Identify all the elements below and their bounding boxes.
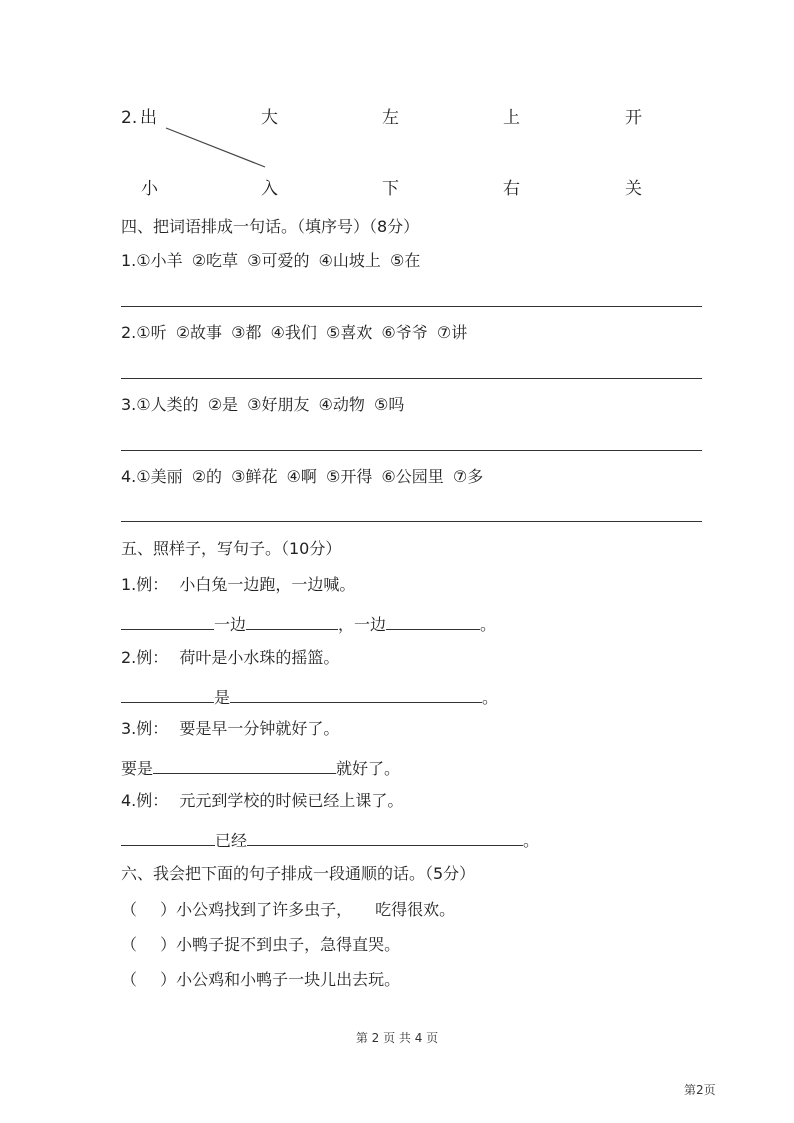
answer-line[interactable] <box>121 450 702 451</box>
match-top-word: 上 <box>503 108 520 128</box>
match-bottom-word: 入 <box>261 179 278 199</box>
match-bottom-word: 小 <box>141 179 158 199</box>
fill-in-row <box>121 829 539 849</box>
blank[interactable] <box>121 613 214 630</box>
example-sentence: 1.例： 小白兔一边跑，一边喊。 <box>121 575 356 594</box>
ordering-item[interactable]: （ ）小公鸡找到了许多虫子， 吃得很欢。 <box>121 900 456 919</box>
fill-word: 要是 <box>121 759 154 778</box>
example-sentence: 4.例： 元元到学校的时候已经上课了。 <box>121 791 404 810</box>
match-connector-line <box>0 0 794 200</box>
match-question-number: 2. <box>121 108 138 128</box>
match-top-word: 大 <box>261 108 278 128</box>
section-5-title: 五、照样子，写句子。（10分） <box>121 539 342 558</box>
ordering-item[interactable]: （ ）小公鸡和小鸭子一块儿出去玩。 <box>121 970 401 989</box>
blank[interactable] <box>153 757 336 774</box>
fill-word: 一边 <box>214 615 247 634</box>
match-bottom-word: 关 <box>625 179 642 199</box>
page-number-corner: 第2页 <box>684 1083 716 1097</box>
fill-word: 就好了。 <box>336 759 401 778</box>
fill-in-row <box>121 757 400 777</box>
section-4-item: 3.①人类的 ②是 ③好朋友 ④动物 ⑤吗 <box>121 395 405 414</box>
example-sentence: 2.例： 荷叶是小水珠的摇篮。 <box>121 648 340 667</box>
page-number-center: 第 2 页 共 4 页 <box>355 1031 439 1045</box>
fill-word: 是 <box>214 688 231 707</box>
blank[interactable] <box>386 613 480 630</box>
section-4-item: 4.①美丽 ②的 ③鲜花 ④啊 ⑤开得 ⑥公园里 ⑦多 <box>121 467 484 486</box>
blank[interactable] <box>121 686 214 703</box>
example-sentence: 3.例： 要是早一分钟就好了。 <box>121 719 340 738</box>
match-top-word: 出 <box>140 108 157 128</box>
section-6-title: 六、我会把下面的句子排成一段通顺的话。（5分） <box>121 864 476 883</box>
fill-word: 已经 <box>215 831 248 850</box>
fill-in-row <box>121 686 498 706</box>
blank[interactable] <box>230 686 482 703</box>
fill-word: ，一边 <box>338 615 387 634</box>
section-4-item: 2.①听 ②故事 ③都 ④我们 ⑤喜欢 ⑥爷爷 ⑦讲 <box>121 323 468 342</box>
answer-line[interactable] <box>121 521 702 522</box>
ordering-item[interactable]: （ ）小鸭子捉不到虫子，急得直哭。 <box>121 935 401 954</box>
blank[interactable] <box>246 613 338 630</box>
fill-end: 。 <box>523 831 540 850</box>
fill-end: 。 <box>482 688 499 707</box>
fill-in-row <box>121 613 496 633</box>
match-top-word: 左 <box>382 108 399 128</box>
match-bottom-word: 下 <box>382 179 399 199</box>
answer-line[interactable] <box>121 378 702 379</box>
fill-end: 。 <box>480 615 497 634</box>
match-bottom-word: 右 <box>503 179 520 199</box>
blank[interactable] <box>121 829 215 846</box>
section-4-title: 四、把词语排成一句话。（填序号）（8分） <box>121 217 420 236</box>
answer-line[interactable] <box>121 306 702 307</box>
section-4-item: 1.①小羊 ②吃草 ③可爱的 ④山坡上 ⑤在 <box>121 251 421 270</box>
blank[interactable] <box>247 829 523 846</box>
match-top-word: 开 <box>625 108 642 128</box>
